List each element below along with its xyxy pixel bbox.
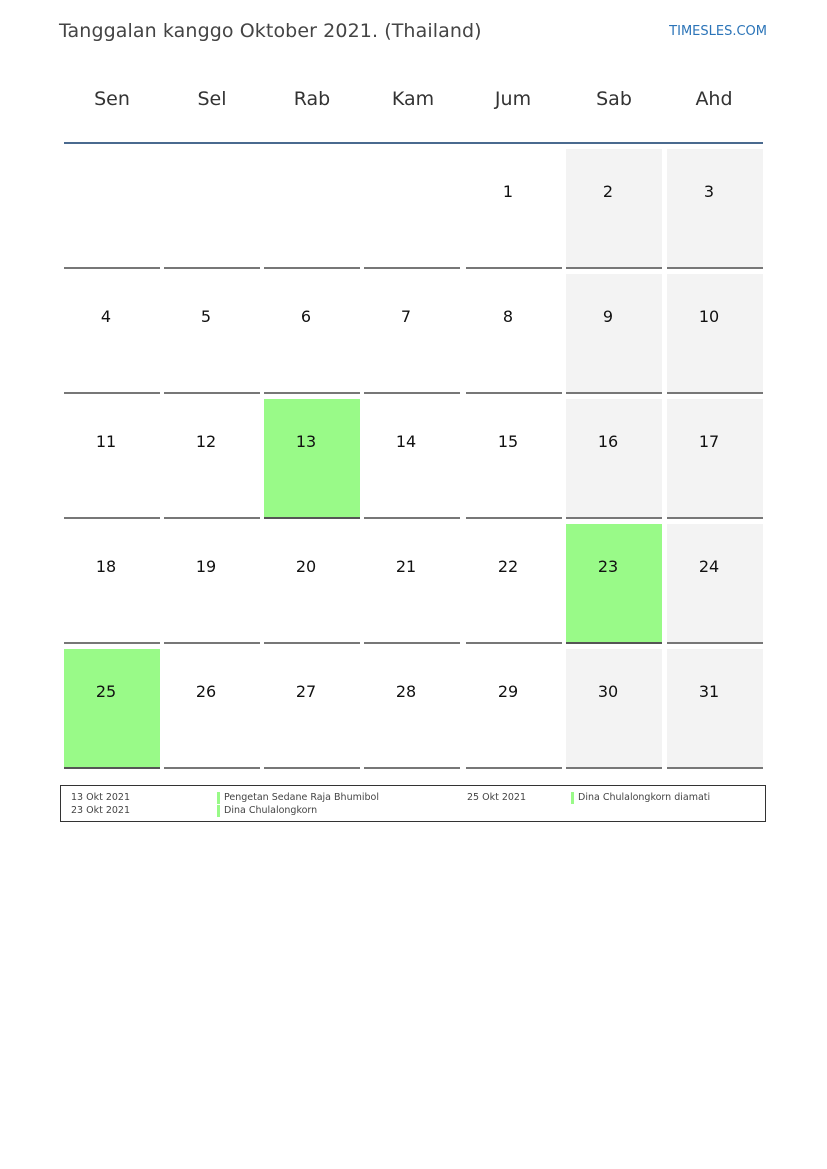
day-cell[interactable]	[164, 524, 260, 644]
day-number: 7	[400, 307, 412, 326]
empty-day-cell	[364, 149, 460, 269]
day-cell[interactable]	[264, 399, 360, 519]
day-cell[interactable]	[466, 649, 562, 769]
brand-link[interactable]: TIMESLES.COM	[669, 24, 767, 39]
day-cell[interactable]	[364, 274, 460, 394]
weekday-label: Jum	[494, 88, 532, 110]
day-cell[interactable]	[64, 274, 160, 394]
day-cell[interactable]	[466, 274, 562, 394]
day-cell[interactable]	[566, 649, 662, 769]
weekday-label: Sen	[94, 88, 130, 110]
day-number: 18	[95, 557, 117, 576]
day-cell[interactable]	[667, 149, 763, 269]
day-cell[interactable]	[466, 399, 562, 519]
day-cell[interactable]	[164, 274, 260, 394]
day-number: 3	[703, 182, 715, 201]
day-number: 6	[300, 307, 312, 326]
weekday-label: Ahd	[695, 88, 733, 110]
day-number: 8	[502, 307, 514, 326]
day-cell[interactable]	[64, 649, 160, 769]
day-number: 11	[95, 432, 117, 451]
day-number: 13	[295, 432, 317, 451]
weekday-label: Sel	[197, 88, 227, 110]
weekday-label: Sab	[596, 88, 632, 110]
day-cell[interactable]	[466, 524, 562, 644]
day-number: 27	[295, 682, 317, 701]
day-cell[interactable]	[466, 149, 562, 269]
day-cell[interactable]	[264, 274, 360, 394]
empty-day-cell	[264, 149, 360, 269]
day-cell[interactable]	[364, 524, 460, 644]
day-cell[interactable]	[364, 649, 460, 769]
day-cell[interactable]	[667, 399, 763, 519]
day-cell[interactable]	[64, 524, 160, 644]
day-number: 21	[395, 557, 417, 576]
day-number: 1	[502, 182, 514, 201]
day-cell[interactable]	[264, 649, 360, 769]
day-number: 28	[395, 682, 417, 701]
day-number: 17	[698, 432, 720, 451]
empty-day-cell	[64, 149, 160, 269]
day-cell[interactable]	[667, 649, 763, 769]
day-number: 15	[497, 432, 519, 451]
day-number: 14	[395, 432, 417, 451]
day-cell[interactable]	[566, 149, 662, 269]
day-cell[interactable]	[566, 399, 662, 519]
weekday-label: Rab	[293, 88, 331, 110]
day-cell[interactable]	[64, 399, 160, 519]
legend-date: 25 Okt 2021	[467, 792, 527, 803]
day-number: 20	[295, 557, 317, 576]
day-cell[interactable]	[566, 524, 662, 644]
day-cell[interactable]	[667, 524, 763, 644]
legend-holiday-name: Pengetan Sedane Raja Bhumibol	[217, 792, 379, 803]
weekday-label: Kam	[391, 88, 435, 110]
day-number: 9	[602, 307, 614, 326]
day-number: 12	[195, 432, 217, 451]
day-cell[interactable]	[364, 399, 460, 519]
day-number: 23	[597, 557, 619, 576]
day-number: 22	[497, 557, 519, 576]
day-number: 2	[602, 182, 614, 201]
day-number: 5	[200, 307, 212, 326]
day-number: 29	[497, 682, 519, 701]
day-number: 10	[698, 307, 720, 326]
day-cell[interactable]	[164, 399, 260, 519]
legend-date: 13 Okt 2021	[71, 792, 131, 803]
page-title: Tanggalan kanggo Oktober 2021. (Thailand)	[59, 20, 482, 42]
day-number: 25	[95, 682, 117, 701]
day-cell[interactable]	[164, 649, 260, 769]
day-cell[interactable]	[667, 274, 763, 394]
day-number: 31	[698, 682, 720, 701]
holiday-legend	[60, 785, 766, 822]
empty-day-cell	[164, 149, 260, 269]
day-number: 30	[597, 682, 619, 701]
legend-date: 23 Okt 2021	[71, 805, 131, 816]
day-cell[interactable]	[566, 274, 662, 394]
day-number: 4	[100, 307, 112, 326]
day-number: 24	[698, 557, 720, 576]
legend-holiday-name: Dina Chulalongkorn	[217, 805, 317, 816]
day-cell[interactable]	[264, 524, 360, 644]
day-number: 16	[597, 432, 619, 451]
day-number: 26	[195, 682, 217, 701]
legend-holiday-name: Dina Chulalongkorn diamati	[571, 792, 710, 803]
day-number: 19	[195, 557, 217, 576]
